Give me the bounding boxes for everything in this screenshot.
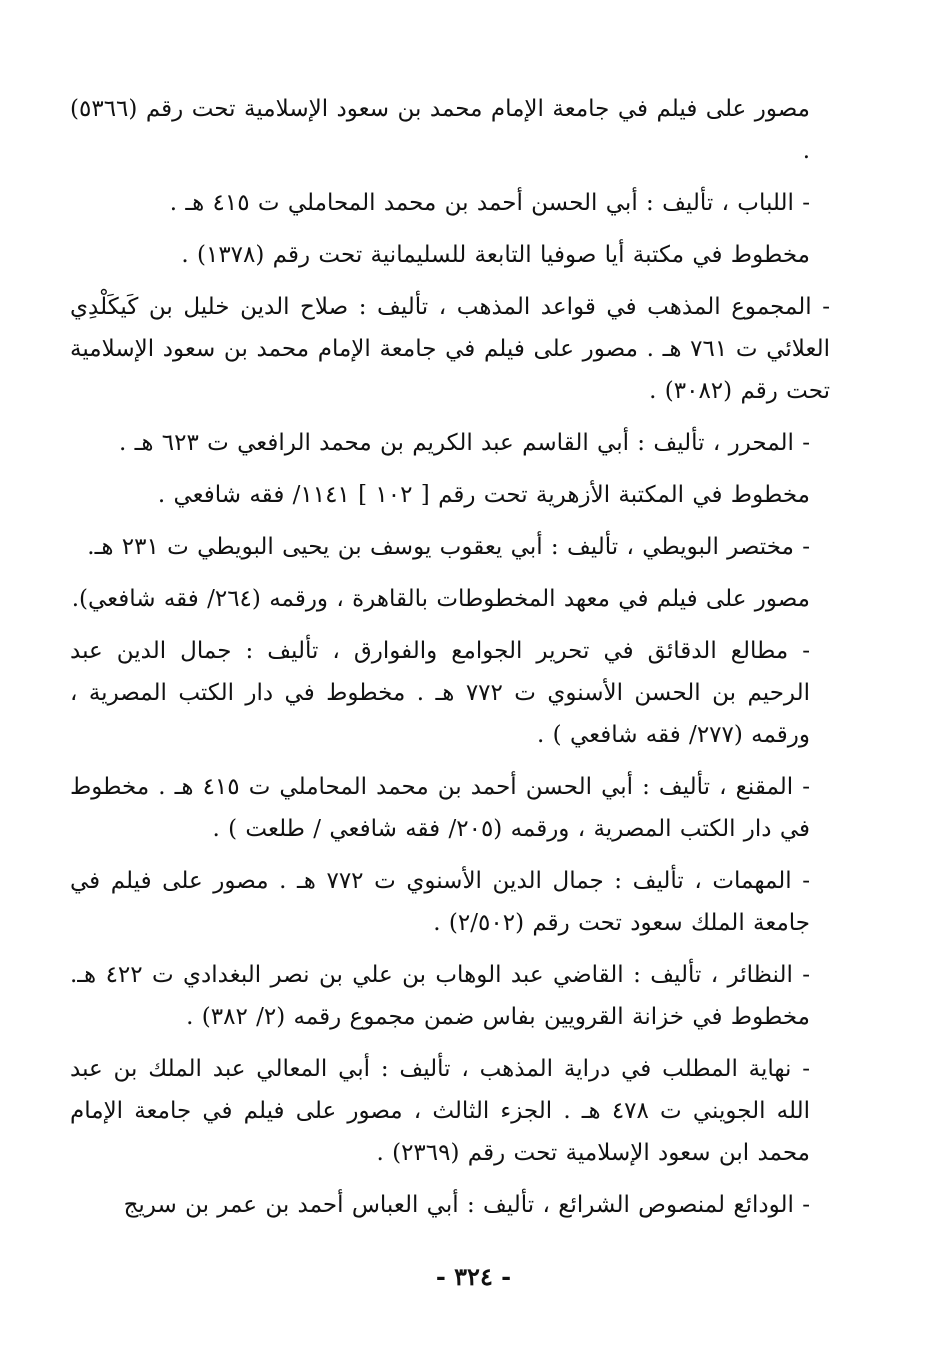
reference-entry: - نهاية المطلب في دراية المذهب ، تأليف : أبي المعالي عبد الملك بن عبد الله الجويني ت ٤٧٨ هـ . الجزء الثالث ، مصور على فيلم في جامعة الإمام محمد ابن سعود الإسلامية تحت رقم (٢٣٦٩) . bbox=[70, 1056, 810, 1166]
reference-entry: - الودائع لمنصوص الشرائع ، تأليف : أبي العباس أحمد بن عمر بن سريج bbox=[123, 1192, 810, 1218]
reference-list bbox=[70, 88, 830, 1226]
reference-entry: - مختصر البويطي ، تأليف : أبي يعقوب يوسف بن يحيى البويطي ت ٢٣١ هـ. bbox=[87, 534, 810, 560]
reference-entry: مخطوط في مكتبة أيا صوفيا التابعة للسليمانية تحت رقم (١٣٧٨) . bbox=[181, 242, 810, 268]
reference-entry: - النظائر ، تأليف : القاضي عبد الوهاب بن علي بن نصر البغدادي ت ٤٢٢ هـ. مخطوط في خزانة القرويين بفاس ضمن مجموع رقمه (٢/ ٣٨٢) . bbox=[70, 962, 810, 1030]
reference-entry: مصور على فيلم في معهد المخطوطات بالقاهرة ، ورقمه (٢٦٤/ فقه شافعي). bbox=[71, 586, 810, 612]
reference-entry: - اللباب ، تأليف : أبي الحسن أحمد بن محمد المحاملي ت ٤١٥ هـ . bbox=[169, 190, 810, 216]
reference-entry: - مطالع الدقائق في تحرير الجوامع والفوارق ، تأليف : جمال الدين عبد الرحيم بن الحسن الأسنوي ت ٧٧٢ هـ . مخطوط في دار الكتب المصرية ، ورقمه (٢٧٧/ فقه شافعي ) . bbox=[70, 638, 811, 748]
page-body bbox=[70, 88, 830, 1268]
reference-entry: - المجموع المذهب في قواعد المذهب ، تأليف : صلاح الدين خليل بن كَيكَلْدِي العلائي ت ٧٦١ هـ . مصور على فيلم في جامعة الإمام محمد بن سعود الإسلامية تحت رقم (٣٠٨٢) . bbox=[70, 294, 830, 404]
reference-entry: مخطوط في المكتبة الأزهرية تحت رقم [ ١٠٢ ] ١١٤١/ فقه شافعي . bbox=[157, 482, 810, 508]
reference-entry: - المهمات ، تأليف : جمال الدين الأسنوي ت ٧٧٢ هـ . مصور على فيلم في جامعة الملك سعود تحت رقم (٢/٥٠٢) . bbox=[70, 868, 811, 936]
page-number: - ٣٢٤ - bbox=[435, 1262, 512, 1291]
reference-entry: - المحرر ، تأليف : أبي القاسم عبد الكريم بن محمد الرافعي ت ٦٢٣ هـ . bbox=[118, 430, 810, 456]
reference-entry: مصور على فيلم في جامعة الإمام محمد بن سعود الإسلامية تحت رقم (٥٣٦٦) . bbox=[70, 96, 810, 164]
reference-entry: - المقنع ، تأليف : أبي الحسن أحمد بن محمد المحاملي ت ٤١٥ هـ . مخطوط في دار الكتب المصرية ، ورقمه (٢٠٥/ فقه شافعي / طلعت ) . bbox=[70, 774, 810, 842]
